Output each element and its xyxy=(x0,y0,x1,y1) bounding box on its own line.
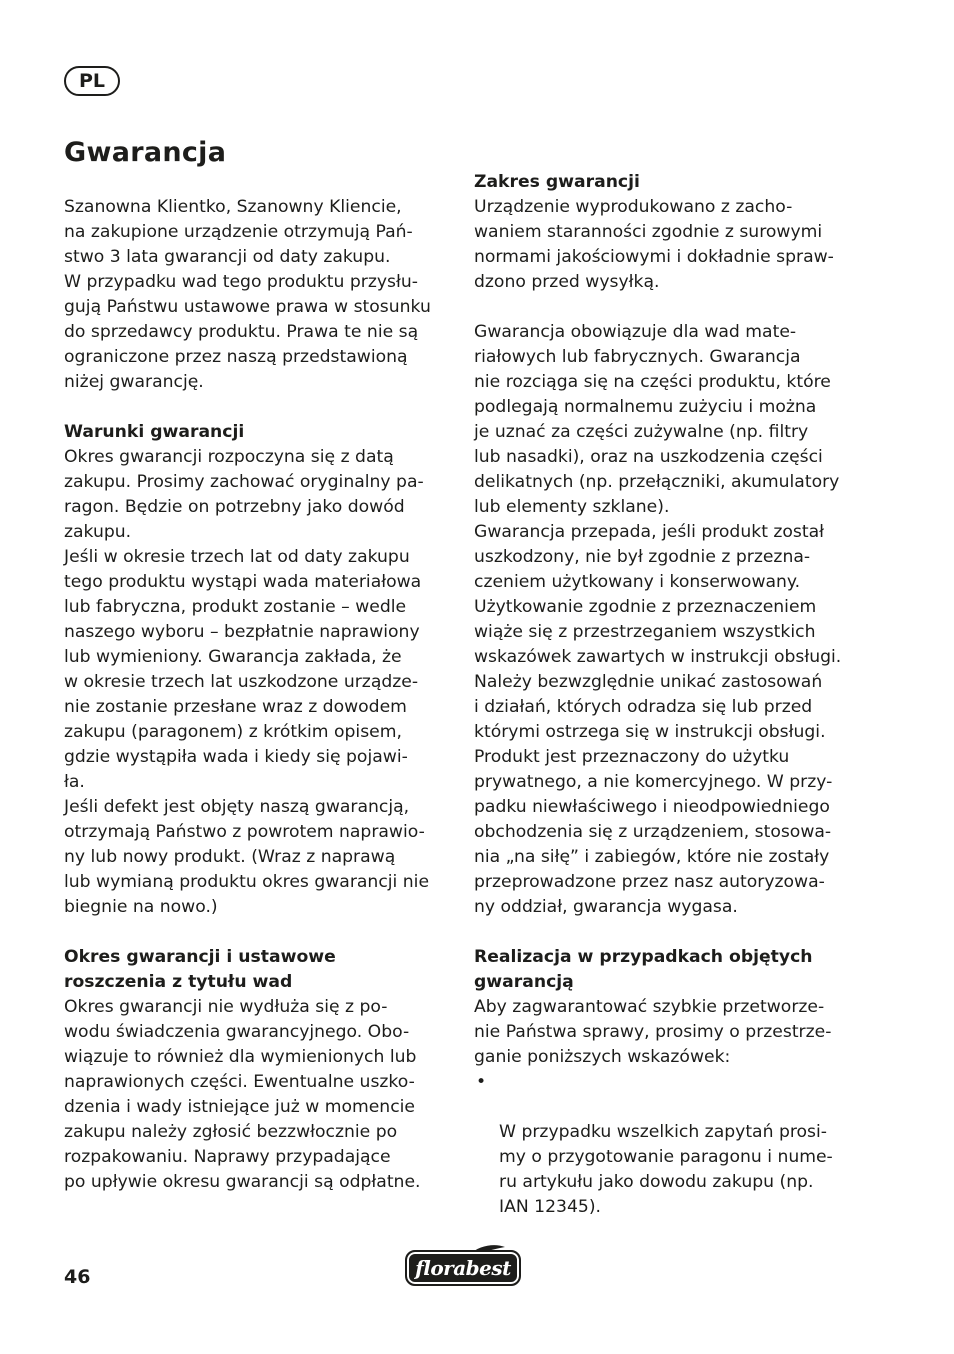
scope-paragraph-1: Urządzenie wyprodukowano z zacho- waniem staranności zgodnie z surowymi normami jakościowymi i dokładnie spraw- dzono przed wysyłką. xyxy=(474,197,834,292)
period-paragraph: Okres gwarancji nie wydłuża się z po- wodu świadczenia gwarancyjnego. Obo- wiązuje to również dla wymienionych lub naprawionych części. Ewentualne uszko- dzenia i wady istniejące już w momencie zakupu należy zgłosić bezzwłocznie po rozpakowaniu. Naprawy przypadające po upływie okresu gwarancji są odpłatne. xyxy=(64,997,421,1192)
page-title: Gwarancja xyxy=(64,137,227,168)
instruction-list xyxy=(474,1070,862,1220)
intro-paragraph: Szanowna Klientko, Szanowny Kliencie, na zakupione urządzenie otrzymują Pań- stwo 3 lata gwarancji od daty zakupu. W przypadku wad tego produktu przysłu- gują Państwu ustawowe prawa w stosunku do sprzedawcy produktu. Prawa te nie są ograniczone przez naszą przedstawioną niżej gwarancję. xyxy=(64,197,431,392)
scope-paragraph-2: Gwarancja obowiązuje dla wad mate- riałowych lub fabrycznych. Gwarancja nie rozciąga się na części produktu, które podlegają normalnemu zużyciu i można je uznać za części zużywalne (np. filtry lub nasadki), oraz na uszkodzenia części delikatnych (np. przełączniki, akumulatory lub elementy szklane). xyxy=(474,322,840,517)
page-number: 46 xyxy=(64,1266,91,1288)
conditions-heading: Warunki gwarancji xyxy=(64,422,245,442)
conditions-paragraph-1: Okres gwarancji rozpoczyna się z datą zakupu. Prosimy zachować oryginalny pa- ragon. Będzie on potrzebny jako dowód zakupu. xyxy=(64,447,424,542)
scope-heading: Zakres gwarancji xyxy=(474,172,640,192)
conditions-paragraph-3: Jeśli defekt jest objęty naszą gwarancją, otrzymają Państwo z powrotem naprawio- ny lub nowy produkt. (Wraz z naprawą lub wymianą produktu okres gwarancji nie biegnie na nowo.) xyxy=(64,797,430,917)
scope-paragraph-3: Gwarancja przepada, jeśli produkt został uszkodzony, nie był zgodnie z przezna- czeniem użytkowany i konserwowany. Użytkowanie zgodnie z przeznaczeniem wiąże się z przestrzeganiem wszystkich wskazówek zawartych w instrukcji obsługi. Należy bezwzględnie unikać zastosowań i działań, których odradza się lub przed którymi ostrzega się w instrukcji obsługi. Produkt jest przeznaczony do użytku prywatnego, a nie komercyjnego. W przy- padku niewłaściwego i nieodpowiedniego obchodzenia się z urządzeniem, stosowa- nia „na siłę” i zabiegów, które nie zostały przeprowadzone przez nasz autoryzowa- ny oddział, gwarancja wygasa. xyxy=(474,522,842,917)
list-item-text: W przypadku wszelkich zapytań prosi- my o przygotowanie paragonu i nume- ru artykułu jako dowodu zakupu (np. IAN 12345). xyxy=(499,1122,833,1217)
period-heading: Okres gwarancji i ustawowe roszczenia z tytułu wad xyxy=(64,947,336,992)
language-badge: PL xyxy=(64,66,120,96)
handling-paragraph: Aby zagwarantować szybkie przetworze- nie Państwa sprawy, prosimy o przestrze- ganie poniższych wskazówek: xyxy=(474,997,832,1067)
left-column xyxy=(64,195,452,1195)
conditions-paragraph-2: Jeśli w okresie trzech lat od daty zakupu tego produktu wystąpi wada materiałowa lub fabryczna, produkt zostanie – wedle naszego wyboru – bezpłatnie naprawiony lub wymieniony. Gwarancja zakłada, że w okresie trzech lat uszkodzone urządze- nie zostanie przesłane wraz z dowodem zakupu (paragonem) z krótkim opisem, gdzie wystąpiła wada i kiedy się pojawi- ła. xyxy=(64,547,422,792)
bullet-icon: • xyxy=(476,1072,487,1092)
logo-wordmark: florabest xyxy=(405,1250,521,1286)
brand-logo xyxy=(405,1244,521,1290)
handling-heading: Realizacja w przypadkach objętych gwarancją xyxy=(474,947,813,992)
list-item xyxy=(474,1070,862,1220)
right-column xyxy=(474,170,862,1220)
